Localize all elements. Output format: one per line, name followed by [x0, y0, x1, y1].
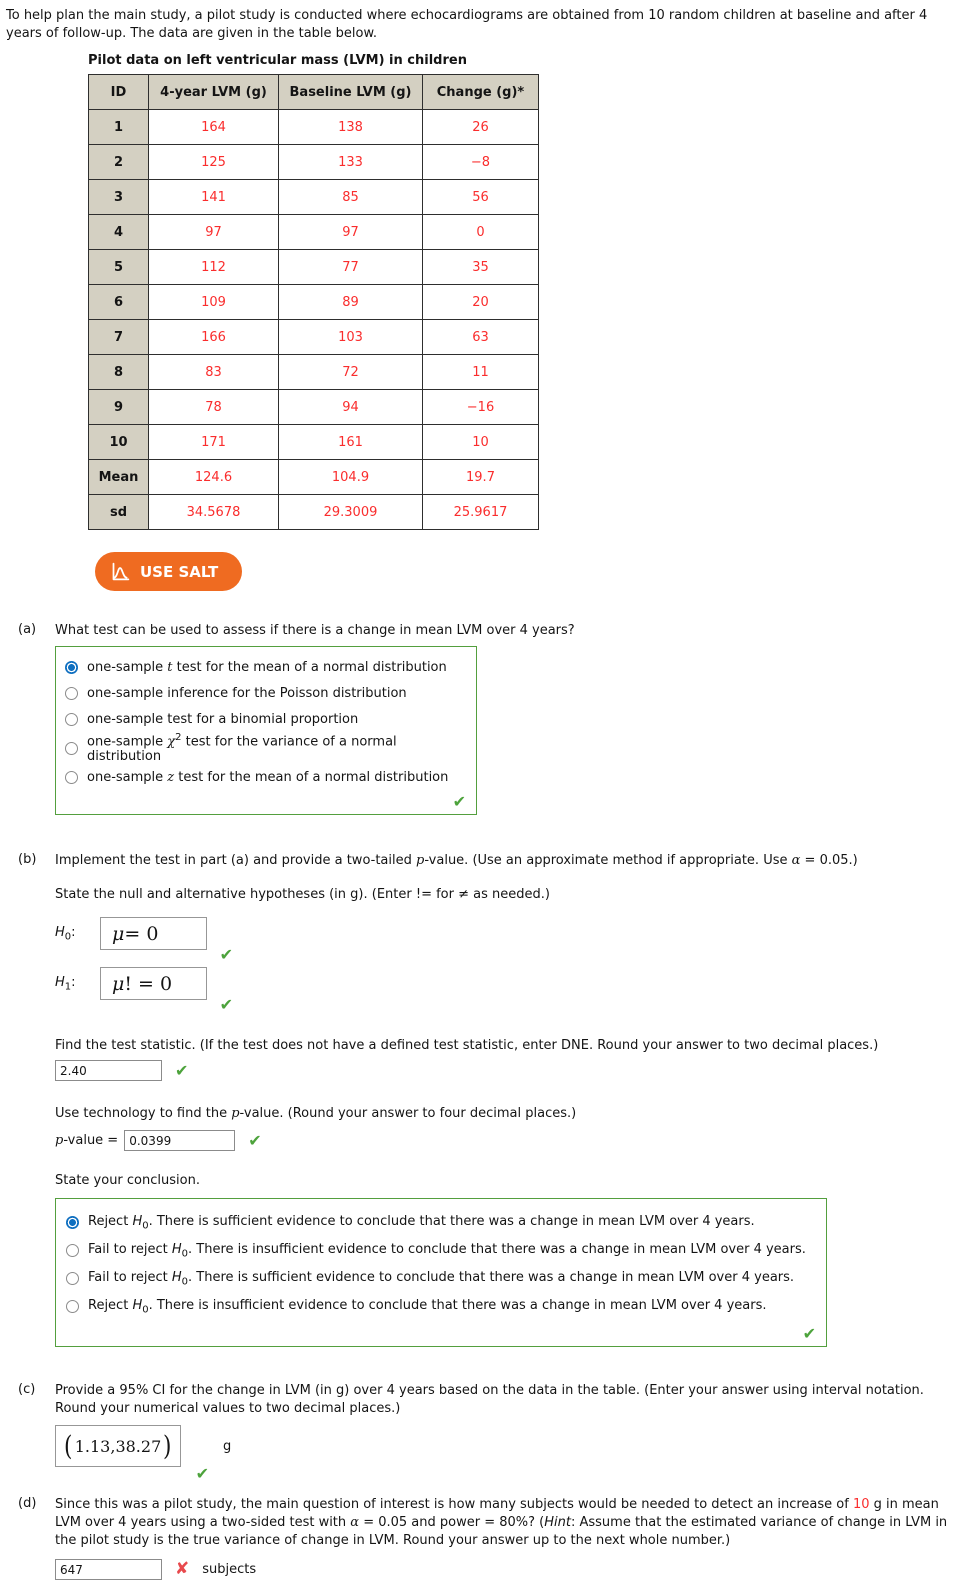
option-label: Reject $H_0$. There is insufficient evidence to conclude that there was a change in mean LVM over 4 years.	[88, 1297, 767, 1316]
part-a-option-3[interactable]	[65, 706, 468, 732]
radio-button[interactable]	[65, 742, 78, 755]
data-cell: −16	[423, 390, 539, 425]
row-header-cell: Mean	[89, 460, 149, 495]
data-cell: 35	[423, 250, 539, 285]
option-label: Fail to reject $H_0$. There is insufficient evidence to conclude that there was a change in mean LVM over 4 years.	[88, 1241, 806, 1260]
part-d-label: (d)	[18, 1496, 37, 1512]
subjects-answer-row	[55, 1559, 954, 1580]
data-cell: 63	[423, 320, 539, 355]
table-header-row	[89, 75, 539, 110]
row-header-cell: 5	[89, 250, 149, 285]
data-cell: 125	[149, 145, 279, 180]
part-d	[18, 1496, 954, 1580]
radio-button[interactable]	[66, 1244, 79, 1257]
column-header-change: Change (g)*	[423, 75, 539, 110]
part-d-question: Since this was a pilot study, the main question of interest is how many subjects would be needed to detect an increase of 10 g in mean LVM over 4 years using a two-sided test with α = 0.05 and power = 80%? (Hint: Assume that the estimated variance of change in LVM in the pilot study is the true variance of change in LVM. Round your answer up to the next whole number.)	[55, 1497, 948, 1549]
table-title: Pilot data on left ventricular mass (LVM) in children	[88, 53, 467, 68]
test-statistic-row	[55, 1060, 954, 1081]
data-cell: 83	[149, 355, 279, 390]
radio-button[interactable]	[65, 687, 78, 700]
data-cell: 94	[279, 390, 423, 425]
table-row	[89, 460, 539, 495]
data-cell: 104.9	[279, 460, 423, 495]
data-cell: 85	[279, 180, 423, 215]
data-cell: 109	[149, 285, 279, 320]
data-cell: 56	[423, 180, 539, 215]
table-row	[89, 250, 539, 285]
subjects-unit-label: subjects	[202, 1562, 257, 1578]
part-b-label: (b)	[18, 852, 37, 868]
data-cell: 164	[149, 110, 279, 145]
conclusion-option-3[interactable]	[66, 1264, 816, 1292]
option-label: one-sample inference for the Poisson distribution	[87, 685, 407, 701]
conclusion-options-box	[55, 1198, 827, 1347]
p-value-prefix: p-value =	[55, 1133, 119, 1149]
hypotheses-instructions: State the null and alternative hypotheses (in g). (Enter != for ≠ as needed.)	[55, 887, 550, 903]
option-label: Reject $H_0$. There is sufficient evidence to conclude that there was a change in mean LVM over 4 years.	[88, 1213, 755, 1232]
data-cell: −8	[423, 145, 539, 180]
correct-checkmark-icon: ✔	[452, 792, 466, 812]
test-statistic-input[interactable]	[55, 1060, 162, 1081]
close-paren: )	[163, 1430, 172, 1462]
data-cell: 25.9617	[423, 495, 539, 530]
table-row	[89, 425, 539, 460]
table-row	[89, 495, 539, 530]
part-c-question: Provide a 95% CI for the change in LVM (in g) over 4 years based on the data in the table. (Enter your answer using interval notation. Round your numerical values to two decimal places.)	[55, 1383, 924, 1417]
data-cell: 26	[423, 110, 539, 145]
row-header-cell: 7	[89, 320, 149, 355]
distribution-curve-icon	[110, 561, 131, 582]
row-header-cell: sd	[89, 495, 149, 530]
radio-button[interactable]	[65, 713, 78, 726]
table-row	[89, 110, 539, 145]
data-cell: 103	[279, 320, 423, 355]
conclusion-prompt: State your conclusion.	[55, 1173, 200, 1189]
correct-checkmark-icon: ✔	[248, 1130, 262, 1150]
part-a-options-box	[55, 646, 477, 815]
ci-answer-row	[55, 1425, 954, 1484]
radio-button[interactable]	[65, 661, 78, 674]
option-label: one-sample test for a binomial proportion	[87, 711, 359, 727]
subjects-input[interactable]	[55, 1559, 162, 1580]
correct-checkmark-icon: ✔	[802, 1324, 816, 1344]
row-header-cell: 8	[89, 355, 149, 390]
row-header-cell: 6	[89, 285, 149, 320]
intro-paragraph: To help plan the main study, a pilot study is conducted where echocardiograms are obtained from 10 random children at baseline and after 4 years of follow-up. The data are given in the table below.	[6, 8, 928, 41]
part-a	[18, 622, 954, 815]
part-a-question: What test can be used to assess if there is a change in mean LVM over 4 years?	[55, 623, 575, 638]
table-row	[89, 390, 539, 425]
data-cell: 171	[149, 425, 279, 460]
data-cell: 138	[279, 110, 423, 145]
data-cell: 97	[149, 215, 279, 250]
p-value-input[interactable]	[124, 1130, 235, 1151]
data-cell: 11	[423, 355, 539, 390]
table-row	[89, 180, 539, 215]
part-b	[18, 852, 954, 1347]
data-cell: 166	[149, 320, 279, 355]
table-row	[89, 285, 539, 320]
h0-label: $H_0$:	[55, 925, 76, 943]
data-cell: 89	[279, 285, 423, 320]
data-cell: 10	[423, 425, 539, 460]
ci-answer-value: 1.13,38.27	[74, 1436, 162, 1456]
conclusion-option-2[interactable]	[66, 1236, 816, 1264]
data-cell: 141	[149, 180, 279, 215]
option-label: one-sample $\chi^2$ test for the variance of a normal distribution	[87, 732, 397, 765]
use-salt-button[interactable]	[95, 552, 242, 591]
use-salt-label: USE SALT	[140, 562, 219, 581]
radio-button[interactable]	[65, 771, 78, 784]
h1-answer-box[interactable]: μ ! = 0	[100, 967, 207, 1000]
part-a-option-4[interactable]	[65, 732, 468, 764]
part-a-option-5[interactable]	[65, 764, 468, 790]
data-cell: 0	[423, 215, 539, 250]
p-value-row	[55, 1130, 954, 1151]
data-cell: 124.6	[149, 460, 279, 495]
ci-answer-box[interactable]	[55, 1425, 181, 1467]
row-header-cell: 3	[89, 180, 149, 215]
lvm-table-section	[88, 53, 954, 530]
table-row	[89, 215, 539, 250]
p-value-instructions: Use technology to find the p-value. (Round your answer to four decimal places.)	[55, 1106, 577, 1122]
part-a-label: (a)	[18, 622, 37, 637]
column-header-baseline-lvm: Baseline LVM (g)	[279, 75, 423, 110]
conclusion-option-4[interactable]	[66, 1292, 816, 1320]
column-header-id: ID	[89, 75, 149, 110]
data-cell: 161	[279, 425, 423, 460]
correct-checkmark-icon: ✔	[195, 1464, 209, 1484]
table-row	[89, 355, 539, 390]
option-label: one-sample t test for the mean of a normal distribution	[87, 659, 447, 675]
part-a-option-1[interactable]	[65, 654, 468, 680]
row-header-cell: 10	[89, 425, 149, 460]
h0-answer-box[interactable]: μ = 0	[100, 917, 207, 950]
part-c	[18, 1382, 954, 1484]
data-cell: 19.7	[423, 460, 539, 495]
data-cell: 78	[149, 390, 279, 425]
data-cell: 77	[279, 250, 423, 285]
row-header-cell: 2	[89, 145, 149, 180]
data-cell: 34.5678	[149, 495, 279, 530]
h1-row	[55, 967, 954, 1015]
table-row	[89, 145, 539, 180]
part-a-option-2[interactable]	[65, 680, 468, 706]
data-cell: 133	[279, 145, 423, 180]
row-header-cell: 4	[89, 215, 149, 250]
conclusion-option-1[interactable]	[66, 1208, 816, 1236]
part-c-label: (c)	[18, 1382, 36, 1398]
test-statistic-instructions: Find the test statistic. (If the test does not have a defined test statistic, enter DNE. Round your answer to two decimal places.)	[55, 1038, 879, 1054]
part-b-instructions: Implement the test in part (a) and provide a two-tailed p-value. (Use an approximate method if appropriate. Use α = 0.05.)	[55, 853, 858, 869]
radio-button[interactable]	[66, 1272, 79, 1285]
data-cell: 72	[279, 355, 423, 390]
h0-row	[55, 917, 954, 965]
correct-checkmark-icon: ✔	[219, 995, 233, 1015]
row-header-cell: 9	[89, 390, 149, 425]
data-cell: 97	[279, 215, 423, 250]
lvm-table	[88, 74, 539, 530]
data-cell: 29.3009	[279, 495, 423, 530]
option-label: one-sample z test for the mean of a normal distribution	[87, 769, 449, 785]
open-paren: (	[64, 1430, 73, 1462]
h1-label: $H_1$:	[55, 975, 76, 993]
radio-button[interactable]	[66, 1300, 79, 1313]
correct-checkmark-icon: ✔	[219, 945, 233, 965]
row-header-cell: 1	[89, 110, 149, 145]
data-cell: 20	[423, 285, 539, 320]
data-cell: 112	[149, 250, 279, 285]
correct-checkmark-icon: ✔	[175, 1060, 189, 1080]
table-row	[89, 320, 539, 355]
unit-label-g: g	[223, 1438, 232, 1454]
column-header-4year-lvm: 4-year LVM (g)	[149, 75, 279, 110]
incorrect-x-icon: ✘	[175, 1559, 190, 1580]
option-label: Fail to reject $H_0$. There is sufficient evidence to conclude that there was a change in mean LVM over 4 years.	[88, 1269, 795, 1288]
radio-button[interactable]	[66, 1216, 79, 1229]
